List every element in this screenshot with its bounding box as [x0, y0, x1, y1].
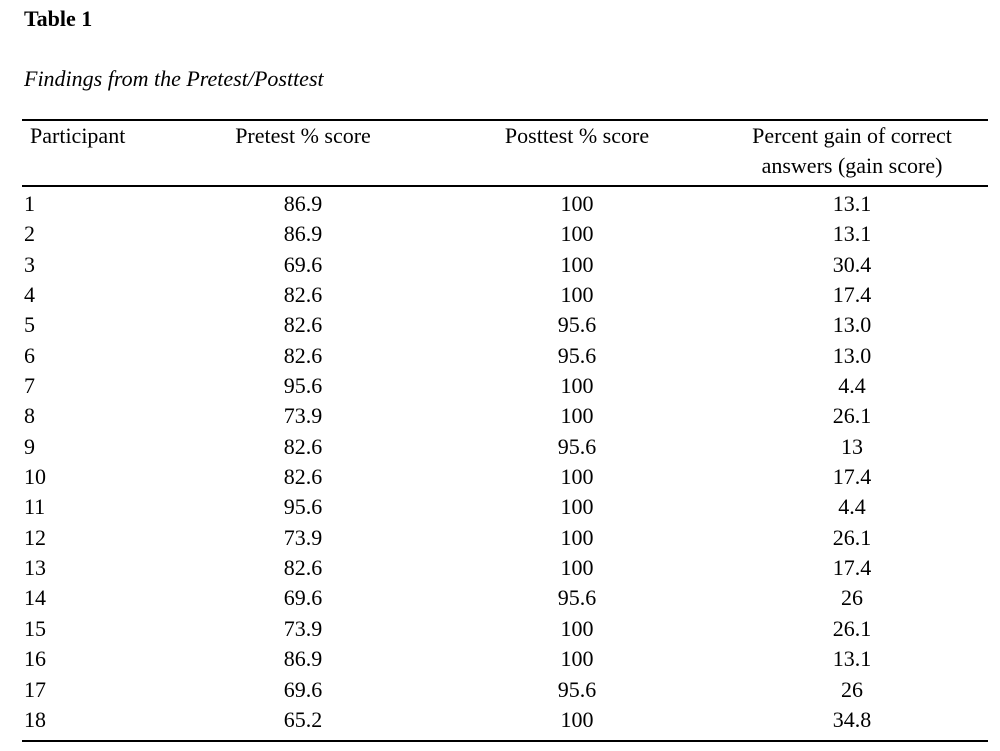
cell-pretest: 86.9: [283, 191, 323, 216]
cell-posttest: 100: [560, 615, 594, 641]
cell-pretest: 82.6: [283, 282, 323, 308]
cell-participant: 11: [24, 494, 46, 520]
cell-participant: 16: [24, 646, 46, 672]
cell-pretest: 82.6: [283, 342, 323, 368]
cell-gain: 4.4: [838, 494, 866, 520]
cell-posttest: 100: [560, 524, 594, 550]
cell-pretest: 73.9: [283, 615, 323, 641]
cell-posttest: 100: [560, 221, 594, 247]
cell-pretest: 95.6: [283, 494, 323, 520]
cell-gain: 26: [841, 676, 863, 702]
table-row: [0, 341, 1000, 371]
table-row: [0, 401, 1000, 431]
cell-participant: 3: [24, 251, 35, 277]
cell-participant: 18: [24, 706, 46, 732]
cell-participant: 9: [24, 433, 35, 459]
cell-participant: 10: [24, 464, 46, 490]
cell-posttest: 95.6: [557, 312, 597, 338]
header-pretest: Pretest % score: [235, 123, 371, 148]
cell-pretest: 82.6: [283, 555, 323, 581]
table-row: [0, 462, 1000, 492]
cell-posttest: 95.6: [557, 433, 597, 459]
cell-participant: 15: [24, 615, 46, 641]
cell-participant: 14: [24, 585, 46, 611]
table-row: [0, 280, 1000, 310]
cell-pretest: 73.9: [283, 524, 323, 550]
cell-gain: 13.1: [832, 191, 872, 216]
cell-gain: 13: [841, 433, 863, 459]
cell-gain: 17.4: [832, 555, 872, 581]
cell-gain: 26.1: [832, 524, 872, 550]
cell-gain: 13.1: [832, 221, 872, 247]
cell-posttest: 100: [560, 646, 594, 672]
header-gain: [712, 121, 992, 181]
cell-gain: 13.0: [832, 312, 872, 338]
cell-gain: 34.8: [832, 706, 872, 732]
header-posttest: Posttest % score: [504, 123, 650, 148]
cell-participant: 7: [24, 373, 35, 399]
cell-posttest: 95.6: [557, 585, 597, 611]
header-gain-line-1: Percent gain of correct: [752, 123, 952, 148]
cell-pretest: 86.9: [283, 221, 323, 247]
table-row: [0, 310, 1000, 340]
table-row: [0, 250, 1000, 280]
cell-pretest: 95.6: [283, 373, 323, 399]
cell-pretest: 65.2: [283, 706, 323, 732]
cell-gain: 13.1: [832, 646, 872, 672]
cell-posttest: 100: [560, 373, 594, 399]
cell-participant: 13: [24, 555, 46, 581]
cell-participant: 5: [24, 312, 35, 338]
cell-gain: 26.1: [832, 403, 872, 429]
cell-participant: 1: [24, 191, 35, 216]
cell-pretest: 73.9: [283, 403, 323, 429]
cell-gain: 13.0: [832, 342, 872, 368]
cell-posttest: 100: [560, 464, 594, 490]
cell-participant: 12: [24, 524, 46, 550]
cell-posttest: 100: [560, 706, 594, 732]
table-row: [0, 553, 1000, 583]
table-body: [0, 189, 1000, 735]
cell-gain: 17.4: [832, 282, 872, 308]
cell-posttest: 100: [560, 191, 594, 216]
header-participant: Participant: [30, 123, 126, 148]
table-header-rule: [22, 185, 988, 187]
cell-participant: 17: [24, 676, 46, 702]
table-row: [0, 371, 1000, 401]
table-row: [0, 675, 1000, 705]
cell-participant: 8: [24, 403, 35, 429]
cell-gain: 17.4: [832, 464, 872, 490]
table-row: [0, 219, 1000, 249]
cell-gain: 26: [841, 585, 863, 611]
table-row: [0, 583, 1000, 613]
table-row: [0, 189, 1000, 219]
table-title: Findings from the Pretest/Posttest: [24, 66, 324, 91]
cell-posttest: 100: [560, 282, 594, 308]
cell-pretest: 82.6: [283, 312, 323, 338]
table-row: [0, 432, 1000, 462]
table-row: [0, 644, 1000, 674]
cell-pretest: 82.6: [283, 464, 323, 490]
cell-gain: 26.1: [832, 615, 872, 641]
cell-posttest: 100: [560, 403, 594, 429]
cell-pretest: 69.6: [283, 676, 323, 702]
cell-pretest: 69.6: [283, 251, 323, 277]
cell-pretest: 86.9: [283, 646, 323, 672]
cell-participant: 4: [24, 282, 35, 308]
cell-posttest: 100: [560, 494, 594, 520]
table-row: [0, 523, 1000, 553]
table-row: [0, 614, 1000, 644]
cell-gain: 30.4: [832, 251, 872, 277]
cell-pretest: 82.6: [283, 433, 323, 459]
cell-participant: 2: [24, 221, 35, 247]
table-label: Table 1: [24, 6, 93, 31]
table-row: [0, 705, 1000, 735]
cell-participant: 6: [24, 342, 35, 368]
cell-pretest: 69.6: [283, 585, 323, 611]
table-header-row: [0, 121, 1000, 183]
cell-posttest: 95.6: [557, 676, 597, 702]
cell-gain: 4.4: [838, 373, 866, 399]
table-bottom-rule: [22, 740, 988, 742]
cell-posttest: 100: [560, 555, 594, 581]
header-gain-line-2: answers (gain score): [761, 153, 943, 178]
cell-posttest: 100: [560, 251, 594, 277]
table-row: [0, 492, 1000, 522]
cell-posttest: 95.6: [557, 342, 597, 368]
